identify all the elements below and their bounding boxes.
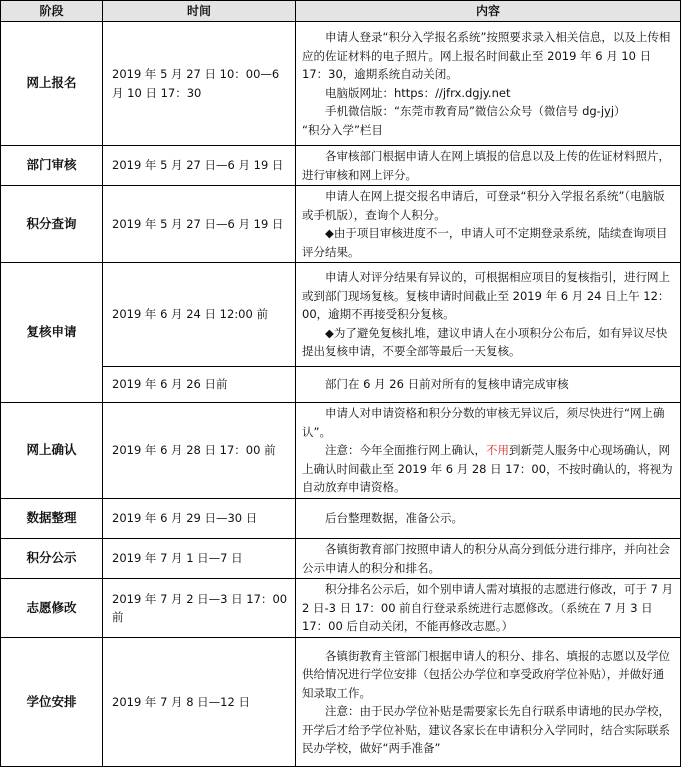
content-cell	[296, 579, 681, 638]
wechat-line: 手机微信版：“东莞市教育局”微信公众号（微信号 dg-jyj）	[325, 104, 626, 118]
table-row	[1, 403, 681, 499]
header-stage: 阶段	[1, 1, 103, 22]
content-paragraph: 申请人登录“积分入学报名系统”按照要求录入相关信息，以及上传相应的佐证材料的电子照片。网上报名时间截止至 2019 年 6 月 10 日 17：30，逾期系统自动关闭。	[302, 30, 671, 81]
table-row	[1, 263, 681, 367]
content-paragraph: 申请人在网上提交报名申请后，可登录“积分入学报名系统”（电脑版或手机版），查询个人积分。	[302, 189, 665, 222]
table-row	[1, 579, 681, 638]
time-cell: 2019 年 5 月 27 日—6 月 19 日	[103, 186, 296, 263]
table-row	[1, 499, 681, 539]
content-cell	[296, 539, 681, 579]
stage-cell: 复核申请	[1, 263, 103, 403]
table-row	[1, 22, 681, 146]
stage-cell: 数据整理	[1, 499, 103, 539]
stage-cell: 积分公示	[1, 539, 103, 579]
content-paragraph: 申请人对申请资格和积分分数的审核无异议后，须尽快进行“网上确认”。	[302, 406, 665, 439]
time-cell: 2019 年 7 月 8 日—12 日	[103, 638, 296, 767]
content-cell	[296, 263, 681, 367]
stage-cell: 网上报名	[1, 22, 103, 146]
content-cell	[296, 22, 681, 146]
content-paragraph: 各镇街教育部门按照申请人的积分从高分到低分进行排序，并向社会公示申请人的积分和排名。	[302, 542, 670, 575]
content-paragraph: 申请人对评分结果有异议的，可根据相应项目的复核指引，进行网上或到部门现场复核。复核申请时间截止至 2019 年 6 月 24 日上午 12：00，逾期不再接受积分复核。	[302, 270, 670, 322]
content-cell	[296, 367, 681, 403]
table-row	[1, 186, 681, 263]
time-cell: 2019 年 6 月 28 日 17：00 前	[103, 403, 296, 499]
content-paragraph: 部门在 6 月 26 日前对所有的复核申请完成审核	[325, 377, 569, 392]
content-paragraph: 各审核部门根据申请人在网上填报的信息以及上传的佐证材料照片，进行审核和网上评分。	[302, 149, 670, 182]
desktop-url: 电脑版网址：https：//jfrx.dgjy.net	[325, 85, 511, 100]
header-content: 内容	[296, 1, 681, 22]
table-row	[1, 146, 681, 186]
time-cell: 2019 年 5 月 27 日 10：00—6 月 10 日 17：30	[103, 22, 296, 146]
content-paragraph: ◆由于项目审核进度不一，申请人可不定期登录系统，陆续查询项目评分结果。	[302, 226, 668, 259]
stage-cell: 学位安排	[1, 638, 103, 767]
time-cell: 2019 年 6 月 29 日—30 日	[103, 499, 296, 539]
content-paragraph: 积分排名公示后，如个别申请人需对填报的志愿进行修改，可于 7 月 2 日-3 日 17：00 前自行登录系统进行志愿修改。（系统在 7 月 3 日 17：00 后自动关闭，不能再修改志愿。）	[302, 582, 674, 634]
content-cell	[296, 186, 681, 263]
stage-cell: 积分查询	[1, 186, 103, 263]
content-paragraph: ◆为了避免复核扎堆，建议申请人在小项积分公布后，如有异议尽快提出复核申请，不要全部等最后一天复核。	[302, 325, 668, 359]
stage-cell: 志愿修改	[1, 579, 103, 638]
content-cell	[296, 146, 681, 186]
content-paragraph: 注意：由于民办学位补贴是需要家长先自行联系申请地的民办学校，开学后才给予学位补贴，建议各家长在申请积分入学同时，结合实际联系民办学校，做好“两手准备”	[302, 704, 670, 755]
table-row	[1, 638, 681, 767]
time-cell: 2019 年 5 月 27 日—6 月 19 日	[103, 146, 296, 186]
content-cell	[296, 638, 681, 767]
content-paragraph: 后台整理数据，准备公示。	[325, 511, 463, 526]
content-cell	[296, 499, 681, 539]
header-row	[1, 1, 681, 22]
highlight-text: 不用	[486, 443, 509, 458]
content-paragraph: 各镇街教育主管部门根据申请人的积分、排名、填报的志愿以及学位供给情况进行学位安排（包括公办学位和享受政府学位补贴），并做好通知录取工作。	[302, 648, 670, 700]
stage-cell: 网上确认	[1, 403, 103, 499]
notice-paragraph: 注意：今年全面推行网上确认，不用到新莞人服务中心现场确认，网上确认时间截止至 2019 年 6 月 28 日 17：00，不按时确认的，将视为自动放弃申请资格。	[302, 443, 673, 495]
time-cell: 2019 年 6 月 24 日 12:00 前	[103, 263, 296, 367]
content-cell	[296, 403, 681, 499]
time-cell: 2019 年 7 月 2 日—3 日 17：00 前	[103, 579, 296, 638]
time-cell: 2019 年 7 月 1 日—7 日	[103, 539, 296, 579]
table-row	[1, 539, 681, 579]
content-paragraph: “积分入学”栏目	[302, 122, 383, 137]
time-cell: 2019 年 6 月 26 日前	[103, 367, 296, 403]
table-row	[1, 367, 681, 403]
stage-cell: 部门审核	[1, 146, 103, 186]
header-time: 时间	[103, 1, 296, 22]
